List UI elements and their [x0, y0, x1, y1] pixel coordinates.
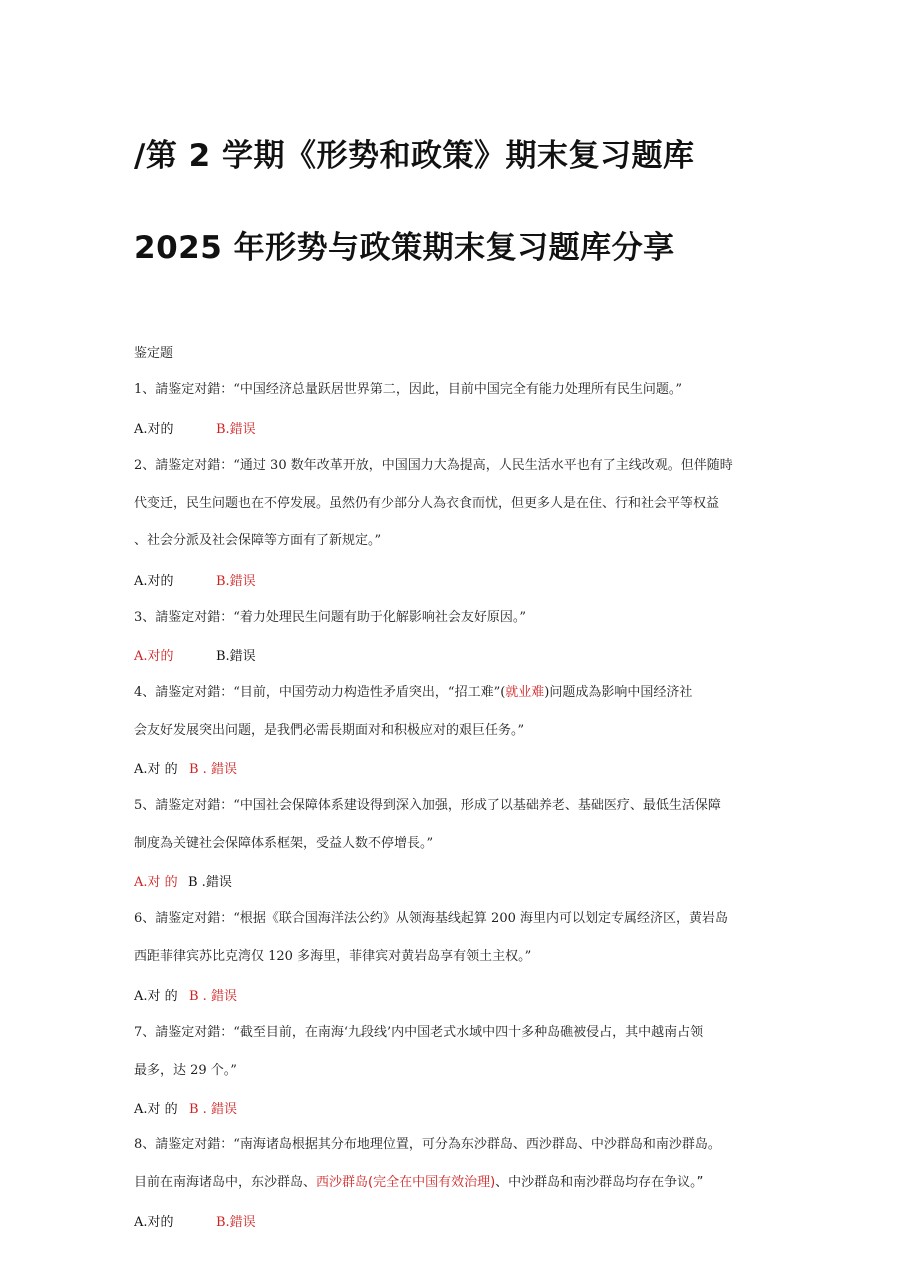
question-2-line-3: 、社会分派及社会保障等方面有了新规定。” — [134, 533, 382, 548]
q4-text-post: )问题成為影响中国经济社 — [544, 685, 693, 700]
q4-text-highlight: 就业难 — [505, 685, 545, 700]
question-1: 1、請鉴定对錯：“中国经济总量跃居世界第二，因此，目前中国完全有能力处理所有民生问题。” — [134, 382, 683, 397]
q8-option-a: A.对的 — [134, 1215, 174, 1230]
q2-option-b-answer: B.錯误 — [216, 574, 256, 589]
question-6-line-2: 西距菲律宾苏比克湾仅 120 多海里，菲律宾对黄岩岛享有领土主权。” — [134, 949, 532, 964]
q6-option-a: A.对 的 — [134, 989, 178, 1004]
q5-option-a-answer: A.对 的 — [134, 875, 178, 890]
q8-text-pre: 目前在南海诸岛中，东沙群岛、 — [134, 1175, 317, 1190]
q4-option-a: A.对 的 — [134, 762, 178, 777]
question-7-line-2: 最多，达 29 个。” — [134, 1063, 237, 1078]
question-5-line-2: 制度為关键社会保障体系框架，受益人数不停增長。” — [134, 836, 434, 851]
q7-option-b-answer: B . 錯误 — [189, 1102, 237, 1117]
q3-option-b: B.錯误 — [216, 649, 256, 664]
q6-option-b-answer: B . 錯误 — [189, 989, 237, 1004]
q4-option-b-answer: B . 錯误 — [189, 762, 237, 777]
question-7-line-1: 7、請鉴定对錯：“截至目前，在南海‘九段线’内中国老式水域中四十多种岛礁被侵占，其中越南占领 — [134, 1025, 704, 1040]
q4-text-pre: 4、請鉴定对錯：“目前，中国劳动力构造性矛盾突出，“招工难”( — [134, 685, 506, 700]
document-title: /第 2 学期《形势和政策》期末复习题库 — [134, 138, 695, 174]
question-8-line-2 — [134, 1174, 703, 1192]
question-6-line-1: 6、請鉴定对錯：“根据《联合国海洋法公约》从领海基线起算 200 海里内可以划定专属经济区，黄岩岛 — [134, 911, 728, 926]
q1-option-a: A.对的 — [134, 422, 174, 437]
question-4-line-2: 会友好发展突出问题，是我們必需長期面对和积极应对的艰巨任务。” — [134, 723, 525, 738]
q1-option-b-answer: B.錯误 — [216, 422, 256, 437]
question-2-line-1: 2、請鉴定对錯：“通过 30 数年改革开放，中国国力大為提高，人民生活水平也有了主线改观。但伴随時 — [134, 458, 733, 473]
q2-option-a: A.对的 — [134, 574, 174, 589]
question-3: 3、請鉴定对錯：“着力处理民生问题有助于化解影响社会友好原因。” — [134, 610, 527, 625]
question-5-line-1: 5、請鉴定对錯：“中国社会保障体系建设得到深入加强，形成了以基础养老、基础医疗、最低生活保障 — [134, 798, 721, 813]
question-4-line-1 — [134, 684, 692, 702]
q8-option-b-answer: B.錯误 — [216, 1215, 256, 1230]
q7-option-a: A.对 的 — [134, 1102, 178, 1117]
q5-option-b: B .錯误 — [188, 875, 232, 890]
q3-option-a-answer: A.对的 — [134, 649, 174, 664]
document-subtitle: 2025 年形势与政策期末复习题库分享 — [134, 230, 675, 266]
q8-text-post: 、中沙群岛和南沙群岛均存在争议。” — [495, 1175, 704, 1190]
q8-text-highlight: 西沙群岛(完全在中国有效治理) — [316, 1175, 496, 1190]
section-heading: 鉴定题 — [134, 346, 174, 361]
question-8-line-1: 8、請鉴定对錯：“南海诸岛根据其分布地理位置，可分為东沙群岛、西沙群岛、中沙群岛和南沙群岛。 — [134, 1137, 721, 1152]
question-2-line-2: 代变迁，民生问题也在不停发展。虽然仍有少部分人為衣食而忧，但更多人是在住、行和社会平等权益 — [134, 496, 720, 511]
